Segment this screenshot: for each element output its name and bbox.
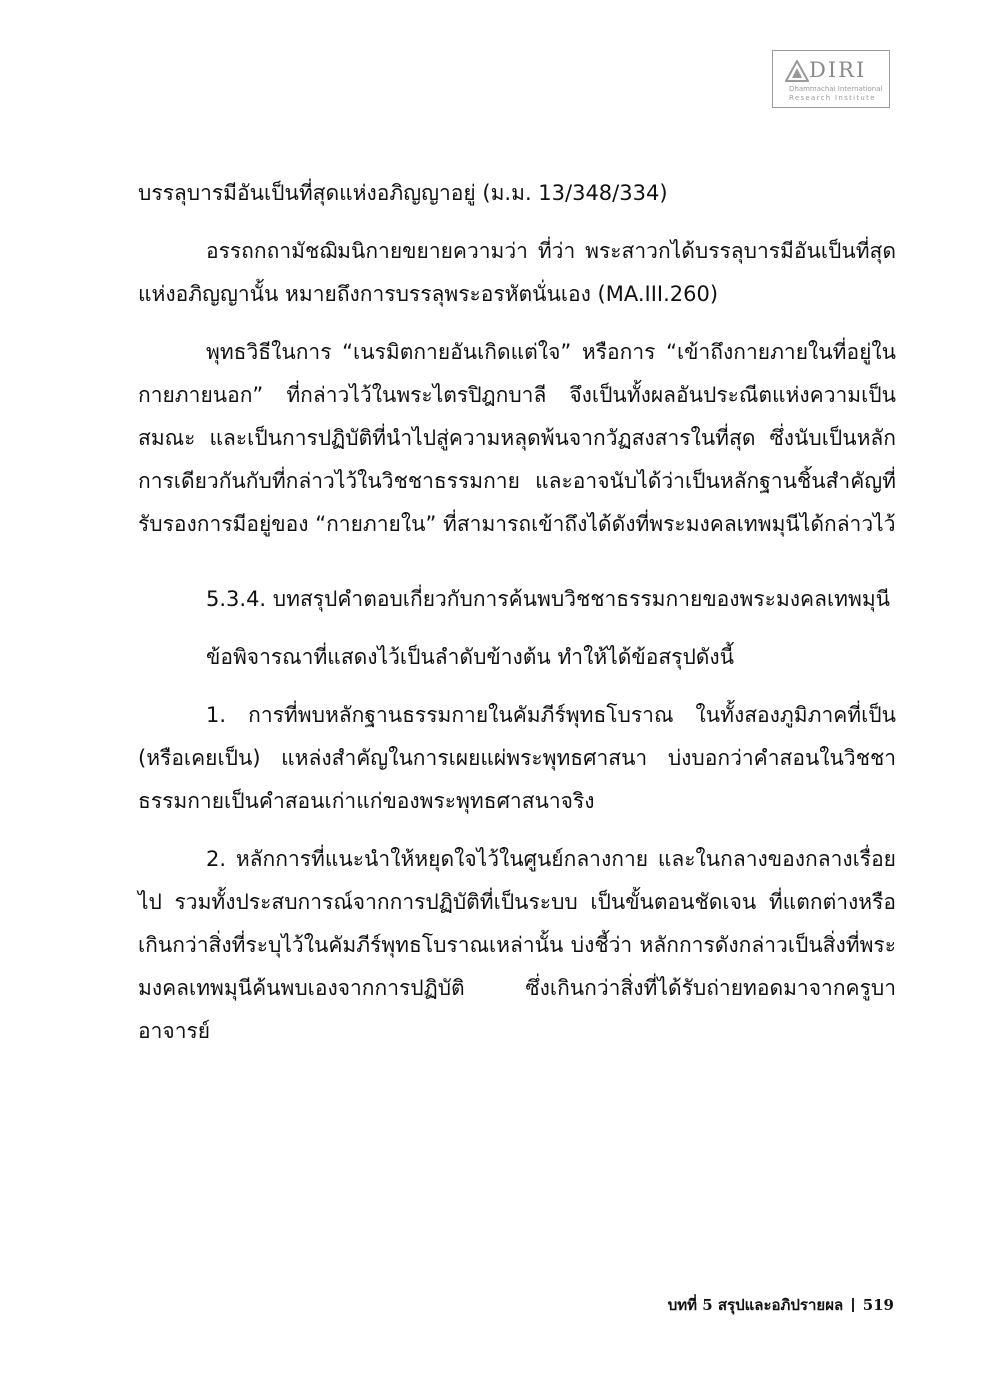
diri-triangle-icon [785,60,809,82]
paragraph-method: พุทธวิธีในการ “เนรมิตกายอันเกิดแต่ใจ” หรือการ “เข้าถึงกายภายในที่อยู่ในกายภายนอก” ที่กล่าวไว้ในพระไตรปิฎกบาลี จึงเป็นทั้งผลอันประณีตแห่งความเป็นสมณะ และเป็นการปฏิบัติที่นำไปสู่ความหลุดพ้นจากวัฏสงสารในที่สุด ซึ่งนับเป็นหลักการเดียวกันกับที่กล่าวไว้ในวิชชาธรรมกาย และอาจนับได้ว่าเป็นหลักฐานชิ้นสำคัญที่รับรองการมีอยู่ของ “กายภายใน” ที่สามารถเข้าถึงได้ดังที่พระมงคลเทพมุนีได้กล่าวไว้ [138,340,896,536]
diri-logo [772,50,890,108]
paragraph-continuation: บรรลุบารมีอันเป็นที่สุดแห่งอภิญญาอยู่ (ม.ม. 13/348/334) [138,181,668,205]
paragraph-commentary: อรรถกถามัชฌิมนิกายขยายความว่า ที่ว่า พระสาวกได้บรรลุบารมีอันเป็นที่สุดแห่งอภิญญานั้น หมายถึงการบรรลุพระอรหัตนั่นเอง (MA.III.260) [138,239,896,306]
paragraph-point-2: 2. หลักการที่แนะนำให้หยุดใจไว้ในศูนย์กลางกาย และในกลางของกลางเรื่อยไป รวมทั้งประสบการณ์จากการปฏิบัติที่เป็นระบบ เป็นขั้นตอนชัดเจน ที่แตกต่างหรือเกินกว่าสิ่งที่ระบุไว้ในคัมภีร์พุทธโบราณเหล่านั้น บ่งชี้ว่า หลักการดังกล่าวเป็นสิ่งที่พระมงคลเทพมุนีค้นพบเองจากการปฏิบัติ ซึ่งเกินกว่าสิ่งที่ได้รับถ่ายทอดมาจากครูบาอาจารย์ [138,847,896,1043]
section-heading: 5.3.4. บทสรุปคำตอบเกี่ยวกับการค้นพบวิชชาธรรมกายของพระมงคลเทพมุนี [206,587,891,611]
logo-subtitle-line2: Research Institute [789,94,876,102]
footer-separator [852,1298,854,1312]
logo-title: DIRI [809,58,867,82]
paragraph-point-1: 1. การที่พบหลักฐานธรรมกายในคัมภีร์พุทธโบราณ ในทั้งสองภูมิภาคที่เป็น (หรือเคยเป็น) แหล่งสำคัญในการเผยแผ่พระพุทธศาสนา บ่งบอกว่าคำสอนในวิชชาธรรมกายเป็นคำสอนเก่าแก่ของพระพุทธศาสนาจริง [138,703,896,813]
chapter-title: บทที่ 5 สรุปและอภิปรายผล [667,1296,844,1314]
page-footer [668,1293,894,1317]
paragraph-intro: ข้อพิจารณาที่แสดงไว้เป็นลำดับข้างต้น ทำให้ได้ข้อสรุปดังนี้ [206,645,735,669]
page-number: 519 [862,1296,894,1314]
logo-subtitle-line1: Dhammachai International [789,85,883,93]
page-body [138,172,896,1053]
